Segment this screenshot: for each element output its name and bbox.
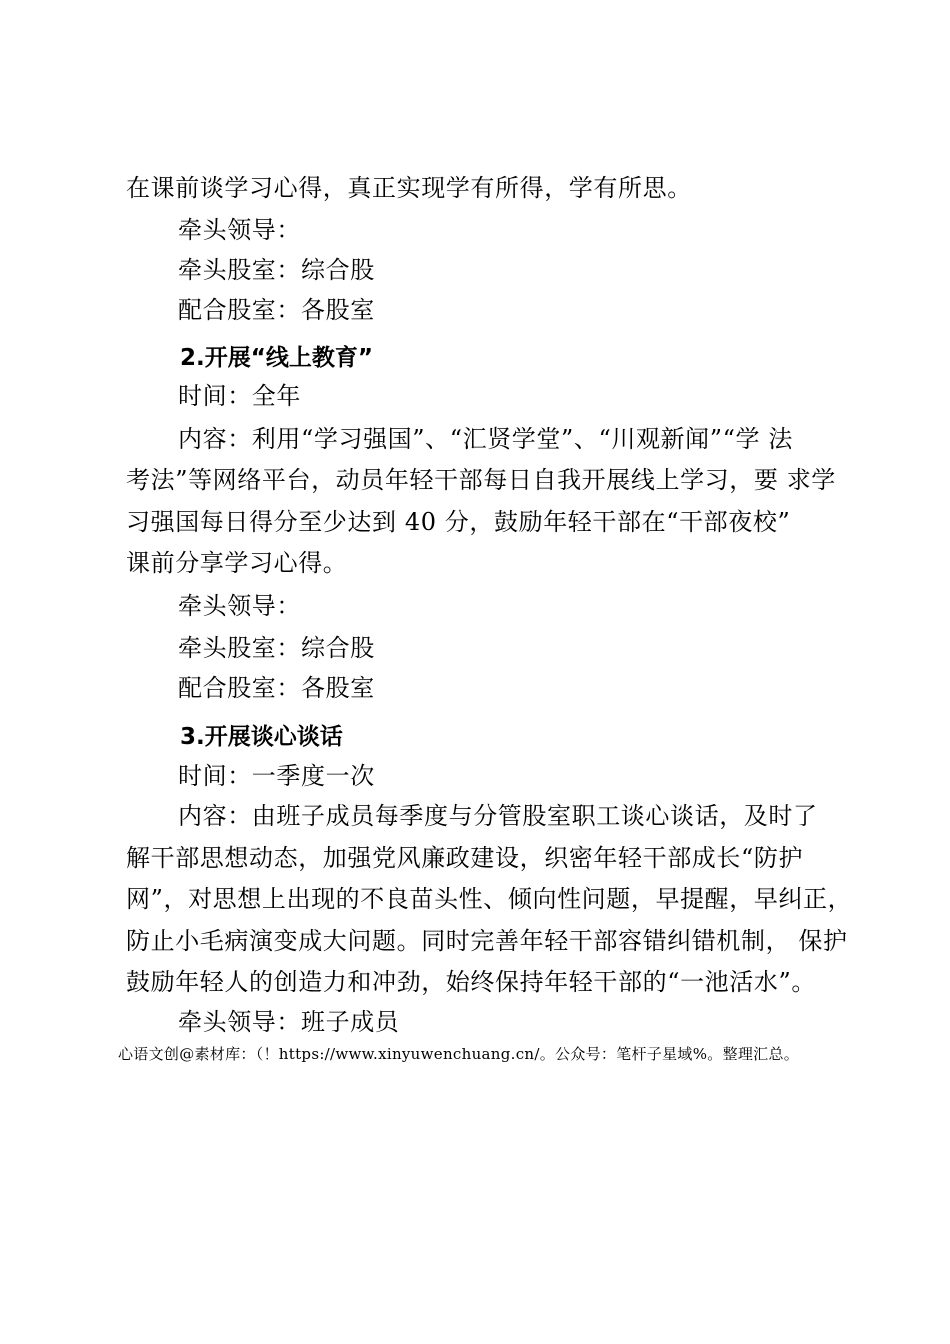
body-text-line: 考法”等网络平台，动员年轻干部每日自我开展线上学习，要 求学 [126, 466, 836, 494]
section-time: 时间：全年 [178, 382, 301, 410]
section-time: 时间：一季度一次 [178, 762, 375, 790]
body-text-line: 课前分享学习心得。 [126, 549, 348, 577]
lead-department-label: 牵头股室：综合股 [178, 256, 375, 284]
lead-leader-label: 牵头领导： [178, 216, 301, 244]
support-department-label: 配合股室：各股室 [178, 296, 375, 324]
footer-source-note: 心语文创@素材库：（！https://www.xinyuwenchuang.cn/。公众号：笔杆子星域%。整理汇总。 [118, 1045, 800, 1063]
section-heading-heart-to-heart-talk: 3.开展谈心谈话 [180, 724, 343, 750]
body-text-line: 内容：利用“学习强国”、“汇贤学堂”、“川观新闻”“学 法 [178, 425, 793, 453]
body-text-line: 网”，对思想上出现的不良苗头性、倾向性问题，早提醒，早纠正， [126, 885, 853, 913]
lead-leader-label: 牵头领导：班子成员 [178, 1008, 400, 1036]
body-text-line: 在课前谈学习心得，真正实现学有所得，学有所思。 [126, 174, 692, 202]
body-text-line: 解干部思想动态，加强党风廉政建设，织密年轻干部成长“防护 [126, 844, 804, 872]
support-department-label: 配合股室：各股室 [178, 674, 375, 702]
body-text-line: 内容：由班子成员每季度与分管股室职工谈心谈话，及时了 [178, 802, 818, 830]
section-heading-online-education: 2.开展“线上教育” [180, 345, 373, 371]
lead-department-label: 牵头股室：综合股 [178, 634, 375, 662]
body-text-line: 习强国每日得分至少达到 40 分，鼓励年轻干部在“干部夜校” [126, 508, 791, 536]
lead-leader-label: 牵头领导： [178, 592, 301, 620]
body-text-line: 防止小毛病演变成大问题。同时完善年轻干部容错纠错机制， 保护 [126, 927, 848, 955]
body-text-line: 鼓励年轻人的创造力和冲劲，始终保持年轻干部的“一池活水”。 [126, 968, 816, 996]
